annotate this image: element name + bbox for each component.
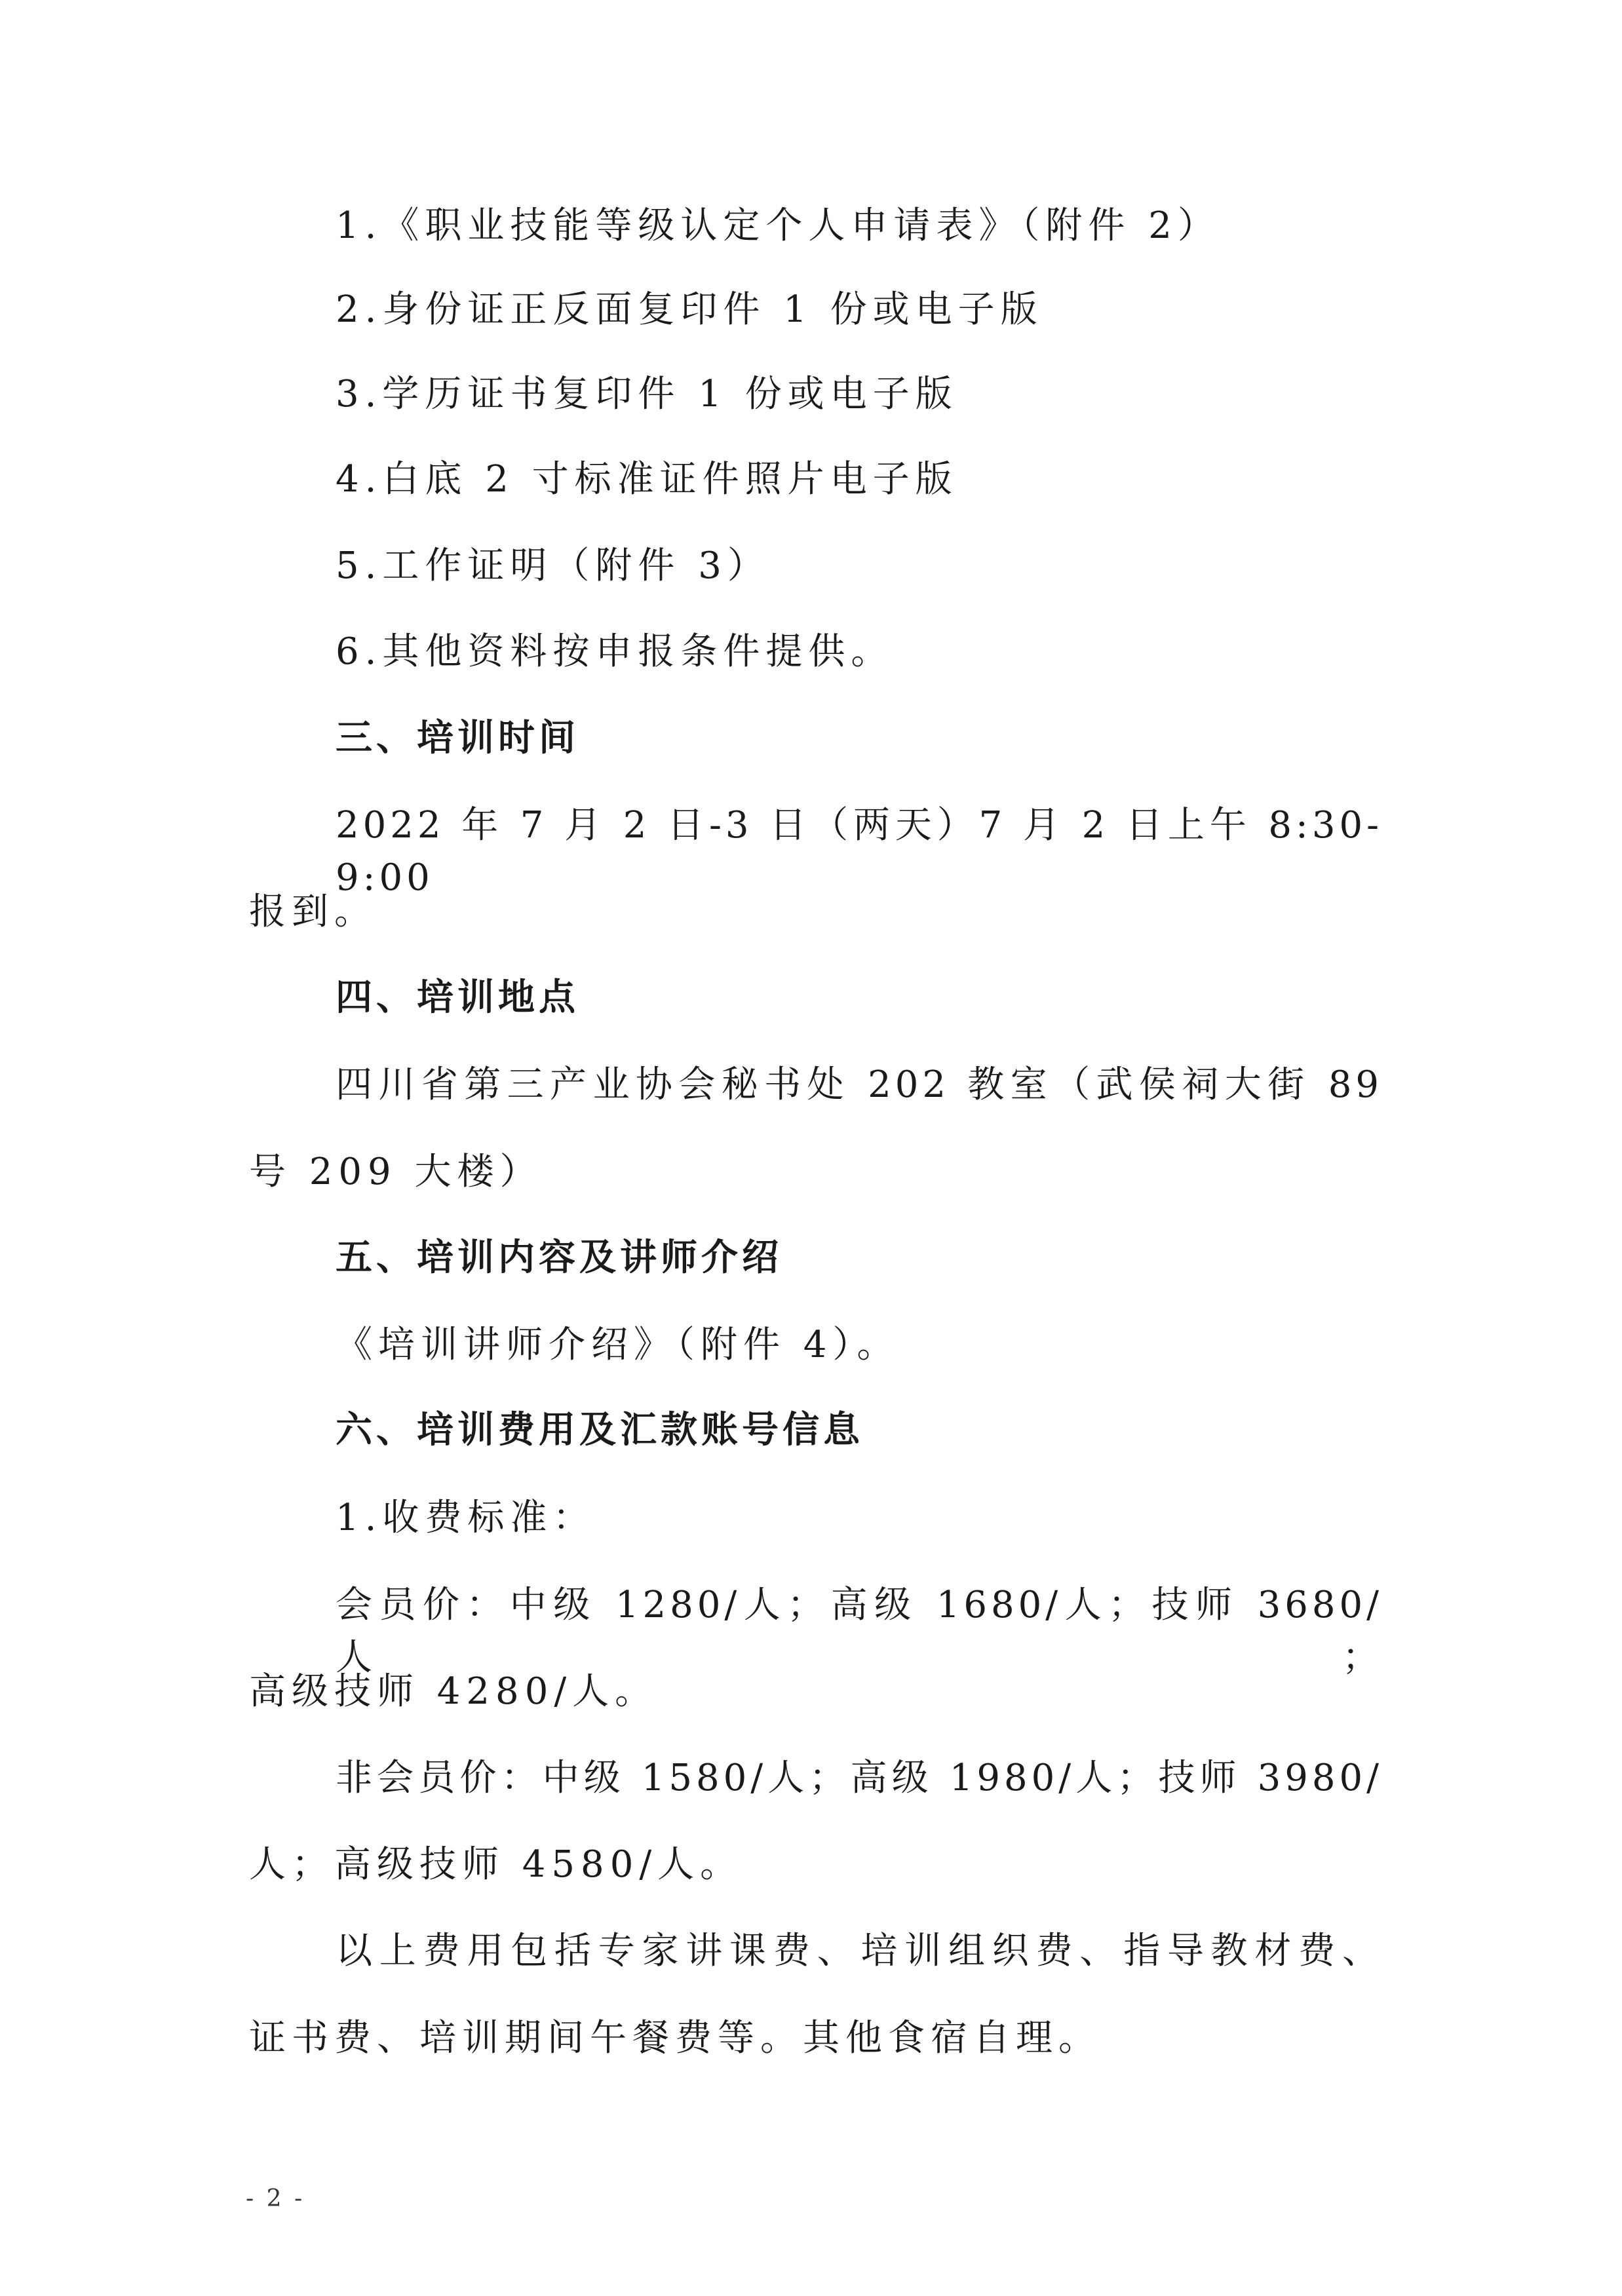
section-heading-training-location: 四、培训地点 (336, 976, 579, 1019)
fee-standard-title: 1.收费标准： (336, 1497, 596, 1539)
nonmember-price-text: 非会员价：中级 1580/人；高级 1980/人；技师 3980/ (336, 1757, 1383, 1799)
member-price-text-cont: 高级技师 4280/人。 (249, 1670, 658, 1713)
section-heading-training-fees: 六、培训费用及汇款账号信息 (336, 1409, 864, 1451)
training-location-text: 四川省第三产业协会秘书处 202 教室（武侯祠大街 89 (336, 1063, 1383, 1106)
training-content-text: 《培训讲师介绍》（附件 4）。 (336, 1324, 900, 1366)
page-number: - 2 - (246, 2185, 305, 2212)
section-heading-training-content: 五、培训内容及讲师介绍 (336, 1236, 782, 1279)
section-heading-training-time: 三、培训时间 (336, 717, 579, 759)
member-price-text: 会员价：中级 1280/人；高级 1680/人；技师 3680/人； (336, 1584, 1383, 1679)
training-time-text-cont: 报到。 (249, 890, 377, 933)
list-item-5: 5.工作证明（附件 3） (336, 545, 770, 587)
fee-note-text: 以上费用包括专家讲课费、培训组织费、指导教材费、 (336, 1930, 1383, 1972)
list-item-3: 3.学历证书复印件 1 份或电子版 (336, 373, 958, 415)
training-location-text-cont: 号 209 大楼） (249, 1151, 543, 1193)
training-time-text: 2022 年 7 月 2 日-3 日（两天）7 月 2 日上午 8:30-9:00 (336, 804, 1383, 899)
list-item-4: 4.白底 2 寸标准证件照片电子版 (336, 458, 958, 501)
fee-note-text-cont: 证书费、培训期间午餐费等。其他食宿自理。 (249, 2017, 1101, 2059)
nonmember-price-text-cont: 人；高级技师 4580/人。 (249, 1843, 743, 1886)
list-item-1: 1.《职业技能等级认定个人申请表》（附件 2） (336, 204, 1220, 247)
list-item-2: 2.身份证正反面复印件 1 份或电子版 (336, 288, 1043, 331)
list-item-6: 6.其他资料按申报条件提供。 (336, 630, 894, 673)
